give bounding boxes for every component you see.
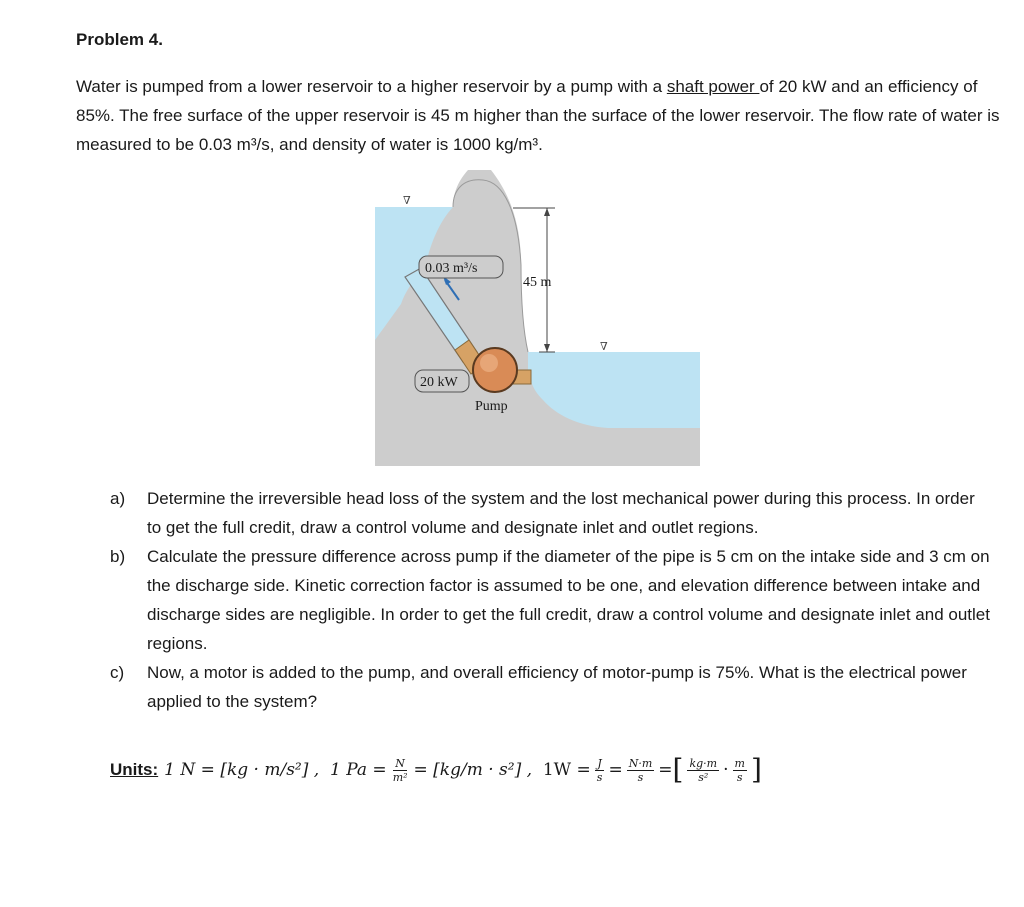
watt-fraction-2 <box>627 757 655 784</box>
watt-fraction-1 <box>595 757 605 784</box>
problem-title: Problem 4. <box>76 30 163 49</box>
question-b <box>110 542 990 658</box>
question-list <box>110 484 990 716</box>
question-c <box>110 658 990 716</box>
units-label: Units: <box>110 760 159 779</box>
newton-definition: 1 N = [kg · m/s²] , <box>164 760 320 780</box>
fraction-denominator: s <box>596 770 603 784</box>
multiplication-dot: · <box>723 760 729 780</box>
fraction-denominator: m² <box>392 770 408 784</box>
shaft-power-label: 20 kW <box>420 375 458 390</box>
upper-free-surface-symbol: ∇ <box>403 194 411 207</box>
watt-fraction-4 <box>733 757 747 784</box>
bracket-open: [ <box>672 753 684 786</box>
fraction-denominator: s² <box>698 770 709 784</box>
fraction-numerator: J <box>597 756 602 770</box>
height-label: 45 m <box>523 275 552 290</box>
units-line <box>110 753 762 786</box>
reservoir-pump-diagram <box>373 170 703 470</box>
watt-lhs: 1W = <box>542 760 591 780</box>
pascal-fraction <box>391 757 410 784</box>
statement-part-2: of 20 kW and an efficiency of 85%. The free surface of the upper reservoir is 45 m higher than the surface of the lower reservoir. The flow rate of water is measured to be 0.03 m³/s, and density of water is 1000 kg/m³. <box>76 77 1000 154</box>
watt-fraction-3 <box>687 757 719 784</box>
lower-free-surface-symbol: ∇ <box>600 340 608 353</box>
fraction-numerator: N <box>395 756 405 770</box>
flow-rate-label: 0.03 m³/s <box>425 261 478 276</box>
question-label: c) <box>110 663 125 682</box>
question-label: b) <box>110 547 126 566</box>
question-text: Determine the irreversible head loss of the system and the lost mechanical power during this process. In order to get the full credit, draw a control volume and designate inlet and outlet regions. <box>147 489 975 537</box>
fraction-numerator: N·m <box>628 756 653 770</box>
fraction-numerator: m <box>734 756 745 770</box>
pump-highlight <box>480 354 498 372</box>
question-label: a) <box>110 489 126 508</box>
fraction-denominator: s <box>637 770 644 784</box>
equals-sign: = <box>658 760 673 780</box>
pascal-lhs: 1 Pa = <box>330 760 387 780</box>
question-text: Calculate the pressure difference across pump if the diameter of the pipe is 5 cm on the intake side and 3 cm on the discharge side. Kinetic correction factor is assumed to be one, and elevation difference between intake and discharge sides are negligible. In order to get the full credit, draw a control volume and designate inlet and outlet regions. <box>147 547 990 653</box>
units-equations <box>164 753 762 786</box>
equals-sign: = <box>608 760 623 780</box>
question-text: Now, a motor is added to the pump, and overall efficiency of motor-pump is 75%. What is the electrical power applied to the system? <box>147 663 967 711</box>
fraction-denominator: s <box>736 770 743 784</box>
pascal-rhs: = [kg/m · s²] , <box>413 760 533 780</box>
pump-icon <box>473 348 517 392</box>
statement-part-1: Water is pumped from a lower reservoir to a higher reservoir by a pump with a <box>76 77 667 96</box>
question-a <box>110 484 990 542</box>
fraction-numerator: kg·m <box>689 756 718 770</box>
pump-label: Pump <box>475 399 508 414</box>
bracket-close: ] <box>750 753 762 786</box>
shaft-power-underlined: shaft power <box>666 77 760 96</box>
problem-statement <box>76 72 1006 159</box>
